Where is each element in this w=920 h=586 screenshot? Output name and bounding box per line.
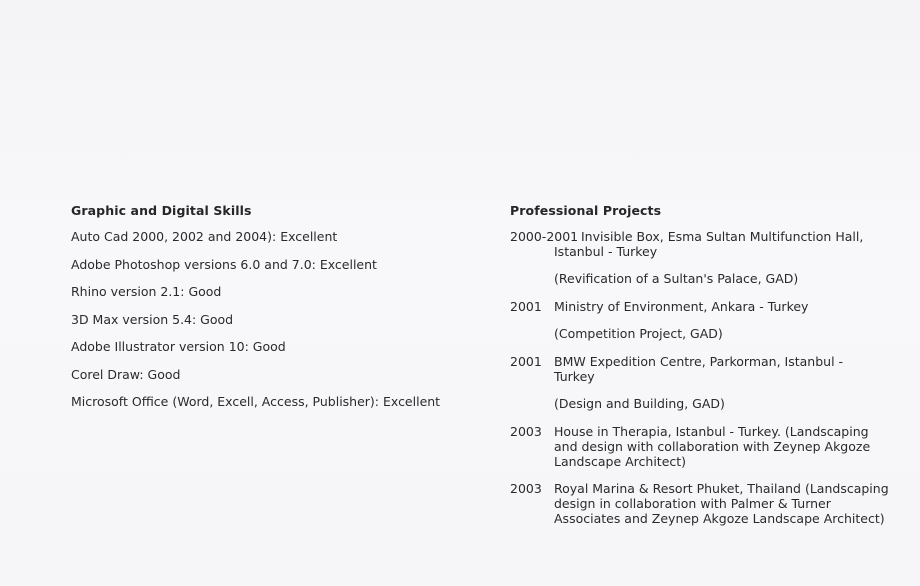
project-year: 2000-2001 [510,229,579,244]
project-note: (Revification of a Sultan's Palace, GAD) [554,271,799,286]
skill-item: Adobe Illustrator version 10: Good [71,339,286,354]
project-year: 2001 [510,354,542,369]
projects-heading: Professional Projects [510,203,662,218]
project-note: (Competition Project, GAD) [554,326,723,341]
project-description: Royal Marina & Resort Phuket, Thailand (Landscaping [554,481,889,496]
project-description: Landscape Architect) [554,454,687,469]
skill-item: 3D Max version 5.4: Good [71,311,234,327]
project-entry [510,354,905,384]
project-entry [510,424,905,469]
project-description: Istanbul - Turkey [554,244,658,259]
project-description: Turkey [554,369,595,384]
project-description: Ministry of Environment, Ankara - Turkey [554,299,809,314]
project-note: (Design and Building, GAD) [554,396,725,411]
skill-item: Corel Draw: Good [71,366,181,382]
skills-section [71,203,491,422]
project-description: House in Therapia, Istanbul - Turkey. (Landscaping [554,424,869,439]
project-description: and design with collaboration with Zeynep Akgoze [554,439,871,454]
skill-item: Rhino version 2.1: Good [71,284,222,299]
skills-heading: Graphic and Digital Skills [71,203,252,218]
projects-section [510,203,905,526]
project-year: 2003 [510,424,542,439]
project-description: Invisible Box, Esma Sultan Multifunction Hall, [581,229,864,244]
project-description: BMW Expedition Centre, Parkorman, Istanbul - [554,354,844,369]
skill-item: Microsoft Office (Word, Excell, Access, Publisher): Excellent [71,394,441,409]
project-entry [510,299,905,314]
project-description: Associates and Zeynep Akgoze Landscape Architect) [554,511,885,526]
skill-item: Auto Cad 2000, 2002 and 2004): Excellent [71,229,338,244]
project-entry [510,481,905,526]
project-year: 2001 [510,299,542,314]
project-entry [510,229,905,259]
project-description: design in collaboration with Palmer & Turner [554,496,831,511]
project-year: 2003 [510,481,542,496]
skill-item: Adobe Photoshop versions 6.0 and 7.0: Excellent [71,256,377,272]
